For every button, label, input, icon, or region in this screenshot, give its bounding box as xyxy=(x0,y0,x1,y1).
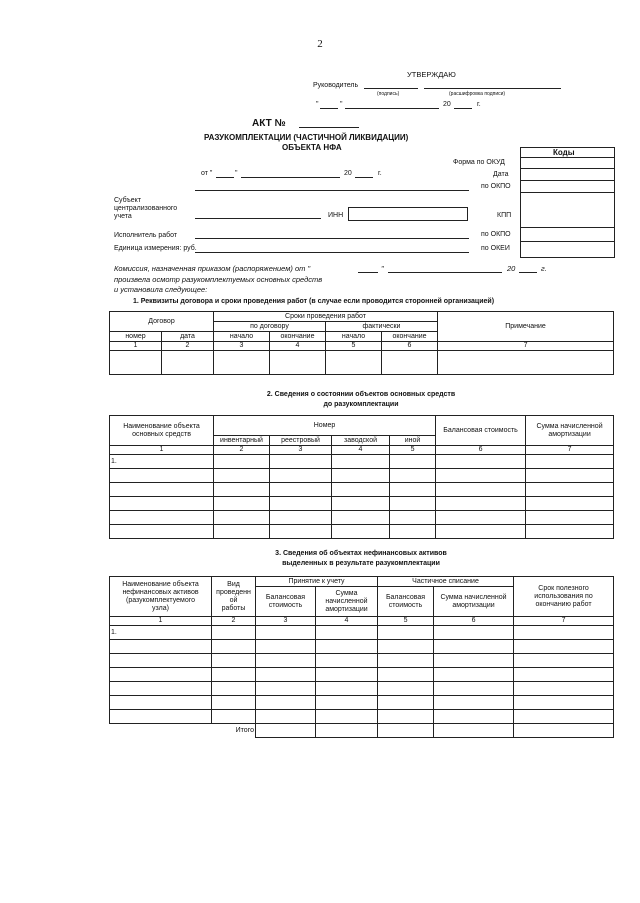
s2-cell[interactable] xyxy=(526,483,614,497)
s3-am1-header xyxy=(316,587,378,617)
s3-total-cell[interactable] xyxy=(514,724,614,738)
approve-year-suffix: г. xyxy=(477,101,481,108)
s3-total-cell[interactable] xyxy=(316,724,378,738)
s1-cell[interactable] xyxy=(110,351,162,375)
subject-label-2: централизованного xyxy=(114,205,178,212)
head-label: Руководитель xyxy=(313,82,359,89)
s2-cell[interactable] xyxy=(270,497,332,511)
s3-cell[interactable] xyxy=(316,682,378,696)
s1-start2-header: начало xyxy=(326,332,382,342)
s3-colnum: 6 xyxy=(434,617,514,626)
approve-year-line xyxy=(454,108,472,109)
s3-cell[interactable] xyxy=(212,640,256,654)
s2-cell[interactable] xyxy=(332,525,390,539)
s3-cell[interactable] xyxy=(514,696,614,710)
s3-cell[interactable] xyxy=(434,696,514,710)
s3-colnum: 4 xyxy=(316,617,378,626)
s2-other-header: иной xyxy=(390,436,436,446)
s3-cell[interactable] xyxy=(110,696,212,710)
s3-cell[interactable] xyxy=(256,626,316,640)
codes-okei: по ОКЕИ xyxy=(481,245,510,252)
s2-cell[interactable] xyxy=(214,483,270,497)
s1-colnum: 1 xyxy=(110,342,162,351)
s3-bal2-header xyxy=(378,587,434,617)
s3-cell[interactable] xyxy=(378,682,434,696)
section3-title-1: 3. Сведения об объектах нефинансовых активов xyxy=(275,550,447,557)
s3-cell[interactable] xyxy=(110,682,212,696)
s3-colnum: 3 xyxy=(256,617,316,626)
s3-cell[interactable] xyxy=(212,668,256,682)
section2-table xyxy=(109,415,614,539)
s3-bal1-header-1: Балансовая xyxy=(265,593,306,601)
s3-cell[interactable] xyxy=(212,710,256,724)
s2-colnum: 5 xyxy=(390,446,436,455)
s2-cell[interactable] xyxy=(526,455,614,469)
s3-kind-header-2: проведенн xyxy=(216,588,251,596)
s2-colnum: 1 xyxy=(110,446,214,455)
table-row[interactable] xyxy=(110,626,614,640)
s3-partial-header: Частичное списание xyxy=(378,577,514,587)
commission-line-3: и установила следующее: xyxy=(114,285,208,294)
act-date-quote: " xyxy=(235,170,238,177)
s3-bal1-header-2: стоимость xyxy=(268,601,303,609)
s2-cell[interactable] xyxy=(436,511,526,525)
s1-date-header: дата xyxy=(162,332,214,342)
s3-useful-header-3: окончанию работ xyxy=(535,600,592,608)
codes-kpp: КПП xyxy=(497,212,512,219)
s3-name-header-2: нефинансовых активов xyxy=(122,588,199,596)
s2-inventory-header: инвентарный xyxy=(214,436,270,446)
table-row[interactable] xyxy=(110,469,614,483)
s1-terms-header: Сроки проведения работ xyxy=(214,312,438,322)
table-row[interactable] xyxy=(110,497,614,511)
s3-bal2-header-2: стоимость xyxy=(388,601,423,609)
s3-total-cell[interactable] xyxy=(256,724,316,738)
s2-row-label: 1. xyxy=(110,455,214,469)
s3-cell[interactable] xyxy=(434,710,514,724)
s2-cell[interactable] xyxy=(110,525,214,539)
s2-cell[interactable] xyxy=(332,511,390,525)
section3-table xyxy=(109,576,614,738)
s3-cell[interactable] xyxy=(316,696,378,710)
approve-year-prefix: 20 xyxy=(443,101,451,108)
s2-number-header: Номер xyxy=(214,416,436,436)
s1-by-contract-header: по договору xyxy=(214,322,326,332)
s3-cell[interactable] xyxy=(110,710,212,724)
s2-cell[interactable] xyxy=(390,455,436,469)
s3-cell[interactable] xyxy=(434,682,514,696)
section2-title-2: до разукомплектации xyxy=(323,401,399,408)
codes-row-sep xyxy=(520,241,614,242)
table-row[interactable] xyxy=(110,710,614,724)
table-row[interactable] xyxy=(110,654,614,668)
s3-cell[interactable] xyxy=(256,654,316,668)
codes-date: Дата xyxy=(493,171,509,178)
s3-total-cell[interactable] xyxy=(378,724,434,738)
codes-row-sep xyxy=(520,157,614,158)
s2-cell[interactable] xyxy=(110,469,214,483)
act-date-from: от " xyxy=(201,170,213,177)
s2-register-header: реестровый xyxy=(270,436,332,446)
s2-cell[interactable] xyxy=(436,469,526,483)
table-row[interactable] xyxy=(110,640,614,654)
s2-balance-header: Балансовая стоимость xyxy=(436,416,526,446)
s2-cell[interactable] xyxy=(390,469,436,483)
s3-cell[interactable] xyxy=(256,668,316,682)
approve-month-line xyxy=(345,108,439,109)
act-title: АКТ № xyxy=(252,118,286,129)
s1-colnum: 3 xyxy=(214,342,270,351)
approve-date-quote-close: " xyxy=(340,101,343,108)
s3-total-cell[interactable] xyxy=(434,724,514,738)
s3-cell[interactable] xyxy=(256,640,316,654)
inn-box[interactable] xyxy=(348,207,468,221)
executor-label: Исполнитель работ xyxy=(114,232,178,239)
s1-number-header: номер xyxy=(110,332,162,342)
act-year-prefix: 20 xyxy=(344,170,352,177)
s2-cell[interactable] xyxy=(270,469,332,483)
table-row[interactable] xyxy=(110,511,614,525)
table-row[interactable] xyxy=(110,351,614,375)
org-line xyxy=(195,190,469,191)
s2-cell[interactable] xyxy=(214,455,270,469)
commission-line-1: Комиссия, назначенная приказом (распоряжением) от " xyxy=(114,264,311,273)
s2-cell[interactable] xyxy=(270,525,332,539)
decryption-line xyxy=(424,88,561,89)
table-row[interactable] xyxy=(110,525,614,539)
s3-am1-header-1: Сумма xyxy=(335,589,358,597)
s2-cell[interactable] xyxy=(390,511,436,525)
act-year-line xyxy=(355,177,373,178)
s2-colnum: 6 xyxy=(436,446,526,455)
s1-colnum: 4 xyxy=(270,342,326,351)
s3-cell[interactable] xyxy=(514,640,614,654)
inn-label: ИНН xyxy=(328,212,344,219)
act-subtitle-2: ОБЪЕКТА НФА xyxy=(282,143,342,152)
s3-name-header-4: узла) xyxy=(152,604,169,612)
s2-cell[interactable] xyxy=(270,483,332,497)
s3-cell[interactable] xyxy=(378,668,434,682)
s2-amort-header: Сумма начисленной амортизации xyxy=(526,416,614,446)
act-day-line xyxy=(216,177,234,178)
s2-cell[interactable] xyxy=(436,497,526,511)
s3-cell[interactable] xyxy=(378,696,434,710)
approve-date-quote-open: " xyxy=(316,101,319,108)
s2-cell[interactable] xyxy=(270,455,332,469)
s1-colnum: 7 xyxy=(438,342,614,351)
approve-title: УТВЕРЖДАЮ xyxy=(407,70,456,79)
s1-actual-header: фактически xyxy=(326,322,438,332)
unit-line xyxy=(195,252,469,253)
s3-row-label: 1. xyxy=(110,626,212,640)
s3-useful-header xyxy=(514,577,614,617)
s3-am1-header-3: амортизации xyxy=(325,605,368,613)
s1-colnum: 5 xyxy=(326,342,382,351)
s3-kind-header-4: работы xyxy=(221,604,246,612)
s2-cell[interactable] xyxy=(332,455,390,469)
s3-useful-header-2: использования по xyxy=(534,592,593,600)
approve-day-line xyxy=(320,108,338,109)
s3-cell[interactable] xyxy=(514,710,614,724)
codes-okpo-2: по ОКПО xyxy=(481,231,511,238)
s2-colnum: 4 xyxy=(332,446,390,455)
s1-contract-header: Договор xyxy=(110,312,214,332)
s3-bal1-header xyxy=(256,587,316,617)
s2-cell[interactable] xyxy=(436,483,526,497)
s3-useful-header-1: Срок полезного xyxy=(538,584,589,592)
s2-cell[interactable] xyxy=(214,469,270,483)
s2-cell[interactable] xyxy=(526,511,614,525)
s2-cell[interactable] xyxy=(214,511,270,525)
subject-label-1: Субъект xyxy=(114,197,142,204)
s3-cell[interactable] xyxy=(316,654,378,668)
table-row[interactable] xyxy=(110,455,614,469)
s3-colnum: 2 xyxy=(212,617,256,626)
s2-cell[interactable] xyxy=(110,511,214,525)
s3-cell[interactable] xyxy=(212,654,256,668)
s3-am2-header xyxy=(434,587,514,617)
section2-title-1: 2. Сведения о состоянии объектов основных средств xyxy=(266,391,456,398)
s2-cell[interactable] xyxy=(436,455,526,469)
s1-cell[interactable] xyxy=(438,351,614,375)
s2-cell[interactable] xyxy=(332,469,390,483)
s3-cell[interactable] xyxy=(110,668,212,682)
table-row[interactable] xyxy=(110,668,614,682)
s2-cell[interactable] xyxy=(390,525,436,539)
s2-cell[interactable] xyxy=(390,497,436,511)
s3-cell[interactable] xyxy=(434,640,514,654)
s2-cell[interactable] xyxy=(214,497,270,511)
s1-note-header: Примечание xyxy=(438,312,614,342)
s3-name-header-1: Наименование объекта xyxy=(122,580,199,588)
s3-cell[interactable] xyxy=(434,654,514,668)
codes-row-sep xyxy=(520,168,614,169)
s3-cell[interactable] xyxy=(110,654,212,668)
section1-title: 1. Реквизиты договора и сроки проведения работ (в случае если проводится сторонней организацией) xyxy=(133,298,495,305)
table-row[interactable] xyxy=(110,696,614,710)
s3-am2-header-2: амортизации xyxy=(452,601,495,609)
subject-line[interactable] xyxy=(195,218,321,219)
s2-cell[interactable] xyxy=(526,469,614,483)
s2-cell[interactable] xyxy=(332,483,390,497)
codes-header: Коды xyxy=(553,148,575,157)
executor-line[interactable] xyxy=(195,238,469,239)
act-subtitle-1: РАЗУКОМПЛЕКТАЦИИ (ЧАСТИЧНОЙ ЛИКВИДАЦИИ) xyxy=(204,133,409,142)
act-month-line xyxy=(241,177,340,178)
act-year-suffix: г. xyxy=(378,170,382,177)
table-row-total[interactable] xyxy=(110,724,614,738)
signature-line xyxy=(364,88,418,89)
s2-cell[interactable] xyxy=(270,511,332,525)
s1-start1-header: начало xyxy=(214,332,270,342)
s3-cell[interactable] xyxy=(212,696,256,710)
s3-kind-header-3: ой xyxy=(229,596,238,604)
s2-cell[interactable] xyxy=(110,483,214,497)
s3-cell[interactable] xyxy=(316,710,378,724)
s3-accept-header: Принятие к учету xyxy=(256,577,378,587)
codes-okpo-1: по ОКПО xyxy=(481,183,511,190)
s2-cell[interactable] xyxy=(214,525,270,539)
s3-cell[interactable] xyxy=(434,668,514,682)
s3-name-header-3: (разукомплектуемого xyxy=(125,596,196,604)
s1-end2-header: окончание xyxy=(382,332,438,342)
commission-year-suffix: г. xyxy=(541,264,547,273)
codes-row-sep xyxy=(520,192,614,193)
codes-form-okud: Форма по ОКУД xyxy=(453,159,505,166)
s3-cell[interactable] xyxy=(514,668,614,682)
s2-cell[interactable] xyxy=(526,525,614,539)
s3-colnum: 7 xyxy=(514,617,614,626)
s2-colnum: 2 xyxy=(214,446,270,455)
s2-cell[interactable] xyxy=(436,525,526,539)
s3-cell[interactable] xyxy=(256,696,316,710)
s3-am1-header-2: начисленной xyxy=(325,597,368,605)
s2-name-header: Наименование объекта основных средств xyxy=(110,416,214,446)
s2-cell[interactable] xyxy=(110,497,214,511)
s1-cell[interactable] xyxy=(270,351,326,375)
commission-day-line xyxy=(358,272,378,273)
s3-total-label: Итого xyxy=(235,726,254,734)
decryption-caption: (расшифровка подписи) xyxy=(449,91,506,97)
section1-table xyxy=(109,311,614,375)
s2-cell[interactable] xyxy=(332,497,390,511)
s3-colnum: 1 xyxy=(110,617,212,626)
s1-colnum: 2 xyxy=(162,342,214,351)
s2-colnum: 3 xyxy=(270,446,332,455)
page-number: 2 xyxy=(317,38,323,50)
s3-cell[interactable] xyxy=(378,640,434,654)
s3-cell[interactable] xyxy=(514,682,614,696)
unit-label: Единица измерения: руб. xyxy=(114,245,197,252)
table-row[interactable] xyxy=(110,483,614,497)
s3-cell[interactable] xyxy=(378,654,434,668)
s3-am2-header-1: Сумма начисленной xyxy=(440,593,507,601)
s3-cell[interactable] xyxy=(316,668,378,682)
s1-colnum: 6 xyxy=(382,342,438,351)
s2-cell[interactable] xyxy=(390,483,436,497)
s2-cell[interactable] xyxy=(526,497,614,511)
commission-month-line xyxy=(388,272,502,273)
s1-cell[interactable] xyxy=(382,351,438,375)
s3-cell[interactable] xyxy=(378,710,434,724)
s1-cell[interactable] xyxy=(214,351,270,375)
s3-bal2-header-1: Балансовая xyxy=(385,593,426,601)
s3-cell[interactable] xyxy=(212,626,256,640)
commission-quote: " xyxy=(381,264,384,273)
s3-cell[interactable] xyxy=(212,682,256,696)
commission-year-prefix: 20 xyxy=(507,264,516,273)
s3-cell[interactable] xyxy=(434,626,514,640)
codes-row-sep xyxy=(520,180,614,181)
s3-cell[interactable] xyxy=(514,654,614,668)
s3-name-header xyxy=(110,577,212,617)
commission-year-line xyxy=(519,272,537,273)
s3-cell[interactable] xyxy=(316,626,378,640)
s2-factory-header: заводской xyxy=(332,436,390,446)
commission-line-2: произвела осмотр разукомплектуемых основных средств xyxy=(114,275,323,284)
s3-kind-header xyxy=(212,577,256,617)
s3-cell[interactable] xyxy=(316,640,378,654)
s2-colnum: 7 xyxy=(526,446,614,455)
signature-caption: (подпись) xyxy=(377,91,400,97)
s3-cell[interactable] xyxy=(256,710,316,724)
section3-title-2: выделенных в результате разукомплектации xyxy=(282,560,440,567)
codes-row-sep xyxy=(520,227,614,228)
act-number-line xyxy=(299,127,359,128)
s1-end1-header: окончание xyxy=(270,332,326,342)
s3-kind-header-1: Вид xyxy=(227,580,240,588)
s1-cell[interactable] xyxy=(326,351,382,375)
s3-colnum: 5 xyxy=(378,617,434,626)
s3-cell[interactable] xyxy=(514,626,614,640)
subject-label-3: учета xyxy=(114,213,132,220)
s3-cell[interactable] xyxy=(378,626,434,640)
table-row[interactable] xyxy=(110,682,614,696)
s3-cell[interactable] xyxy=(110,640,212,654)
s1-cell[interactable] xyxy=(162,351,214,375)
s3-cell[interactable] xyxy=(256,682,316,696)
